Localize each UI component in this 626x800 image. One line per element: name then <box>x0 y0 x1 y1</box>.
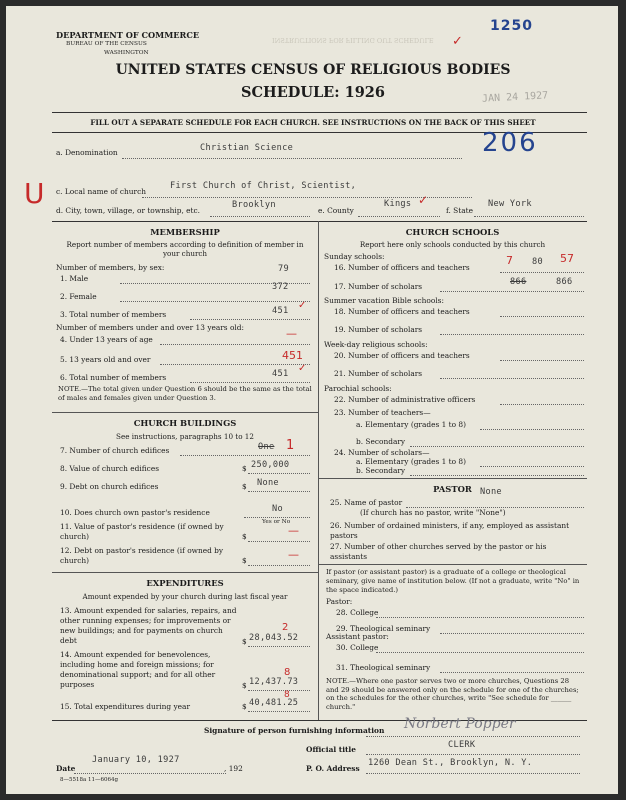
q13-value: 28,043.52 <box>249 633 299 643</box>
q29-line <box>440 633 584 634</box>
q2-female-label: 2. Female <box>60 292 97 301</box>
q8-value-label: 8. Value of church edifices <box>60 464 159 473</box>
q9-line <box>248 491 310 492</box>
official-title-line <box>366 754 580 755</box>
county-label: e. County <box>318 206 354 215</box>
q8-value: 250,000 <box>251 460 290 470</box>
q7-edifices-value: One <box>258 442 275 452</box>
q15-value: 40,481.25 <box>249 698 299 708</box>
q23a-label: a. Elementary (grades 1 to 8) <box>356 420 467 429</box>
form-number: 8—5518a 11—6064g <box>60 777 119 783</box>
q1-male-value: 79 <box>278 264 289 274</box>
q24a-line <box>480 466 584 467</box>
schools-title: CHURCH SCHOOLS <box>405 227 500 237</box>
q8-dollar: $ <box>242 464 247 473</box>
q7-line <box>180 455 310 456</box>
buildings-instruction: See instructions, paragraphs 10 to 12 <box>116 432 254 441</box>
check-mark: ✓ <box>452 34 463 49</box>
county-line <box>358 216 440 217</box>
q3-total-value: 451 <box>272 306 289 316</box>
q17-line <box>440 291 584 292</box>
q16-label: 16. Number of officers and teachers <box>334 263 470 272</box>
pastor-name-value: None <box>480 487 502 497</box>
q12-dollar: $ <box>242 556 247 565</box>
q16-correction-b: 57 <box>560 252 574 265</box>
q21-line <box>440 378 584 379</box>
q13-line <box>248 646 310 647</box>
form-title: UNITED STATES CENSUS OF RELIGIOUS BODIES <box>115 62 511 78</box>
county-value: Kings <box>384 199 412 209</box>
q1-male-label: 1. Male <box>60 274 89 283</box>
q30-label: 30. College <box>336 643 379 652</box>
q5-over13-value: 451 <box>282 349 303 362</box>
q2-line <box>120 301 310 302</box>
q6-line <box>190 382 310 383</box>
membership-bottom-border <box>52 412 318 413</box>
q13-correction: 2 <box>282 622 289 633</box>
section-divider <box>52 221 587 222</box>
q14-dollar: $ <box>242 681 247 690</box>
pastor-note: NOTE.—Where one pastor serves two or more churches, Questions 28 and 29 should be answered only on the schedule for one of the churches; on the schedules for the other churches, write "See schedule for ______ church." <box>326 677 579 711</box>
margin-mark: U <box>24 177 45 210</box>
q31-line <box>440 672 584 673</box>
county-check-mark: ✓ <box>418 193 429 207</box>
q6-total-label: 6. Total number of members <box>60 373 167 382</box>
q11-line <box>248 541 310 542</box>
q21-label: 21. Number of scholars <box>334 369 423 378</box>
q12-residence-debt-label: 12. Debt on pastor's residence (if owned by church) <box>60 546 224 565</box>
q10-line <box>244 517 310 518</box>
denomination-code: 206 <box>482 128 538 158</box>
q10-hint: Yes or No <box>262 519 291 525</box>
state-line <box>474 216 584 217</box>
bleed-through-banner: INSTRUCTIONS FOR FILLING OUT SCHEDULE <box>272 36 434 44</box>
q25-hint: (If church has no pastor, write "None") <box>360 508 506 517</box>
q24b-label: b. Secondary <box>356 466 406 475</box>
q4-line <box>160 344 310 345</box>
q16-value: 80 <box>532 257 543 267</box>
q14-correction: 8 <box>284 667 291 678</box>
column-divider-lower <box>318 572 319 720</box>
q17-label: 17. Number of scholars <box>334 282 423 291</box>
denomination-line <box>122 158 462 159</box>
q20-line <box>500 360 584 361</box>
q24b-line <box>410 475 584 476</box>
denomination-label: a. Denomination <box>56 148 118 157</box>
schools-instruction: Report here only schools conducted by this church <box>359 240 546 249</box>
local-name-label: c. Local name of church <box>56 187 146 196</box>
q11-value: — <box>288 524 299 537</box>
q18-label: 18. Number of officers and teachers <box>334 307 470 316</box>
q4-under13-value: — <box>286 327 297 340</box>
summer-schools-label: Summer vacation Bible schools: <box>324 296 444 305</box>
q25-label: 25. Name of pastor <box>330 498 403 507</box>
official-title-label: Official title <box>306 745 356 754</box>
bureau-name: BUREAU OF THE CENSUS <box>66 41 147 47</box>
stamp-number: 1250 <box>490 18 533 34</box>
q15-total-label: 15. Total expenditures during year <box>60 702 190 711</box>
form-instruction: FILL OUT A SEPARATE SCHEDULE FOR EACH CHURCH. SEE INSTRUCTIONS ON THE BACK OF THIS SHEET <box>90 118 536 127</box>
q19-label: 19. Number of scholars <box>334 325 423 334</box>
divider <box>52 112 587 113</box>
form-subtitle: SCHEDULE: 1926 <box>241 84 385 101</box>
signature-value: Norbert Popper <box>404 716 516 732</box>
pastor-title: PASTOR <box>433 484 472 494</box>
members-by-age-label: Number of members under and over 13 years old: <box>56 323 244 332</box>
college-note: If pastor (or assistant pastor) is a graduate of a college or theological seminary, give name of institution below. (If not a graduate, write "No" in the space indicated.) <box>326 568 580 594</box>
q26-label: 26. Number of ordained ministers, if any, employed as assistant pastors <box>330 521 570 540</box>
sunday-schools-label: Sunday schools: <box>324 252 385 261</box>
q28-label: 28. College <box>336 608 379 617</box>
q23a-line <box>480 429 584 430</box>
q9-debt-label: 9. Debt on church edifices <box>60 482 159 491</box>
q28-line <box>376 617 584 618</box>
q19-line <box>440 334 584 335</box>
q30-line <box>376 652 584 653</box>
q23b-line <box>410 446 584 447</box>
membership-note: NOTE.—The total given under Question 6 should be the same as the total of males and females given under Question 3. <box>58 385 312 402</box>
q27-label: 27. Number of other churches served by the pastor or his assistants <box>330 542 547 561</box>
q17-value-struck: 866 <box>510 277 527 287</box>
q18-line <box>500 316 584 317</box>
q23b-label: b. Secondary <box>356 437 406 446</box>
address-label: P. O. Address <box>306 764 360 773</box>
weekday-schools-label: Week-day religious schools: <box>324 340 428 349</box>
q12-line <box>248 565 310 566</box>
q15-line <box>248 711 310 712</box>
state-label: f. State <box>446 206 473 215</box>
q14-benevolences-label: 14. Amount expended for benevolences, including home and foreign missions; for denominational support; and for all other purposes <box>60 650 216 689</box>
q12-value: — <box>288 548 299 561</box>
q15-dollar: $ <box>242 702 247 711</box>
q10-residence-label: 10. Does church own pastor's residence <box>60 508 210 517</box>
address-line <box>366 773 580 774</box>
q16-correction-a: 7 <box>506 254 513 267</box>
signature-line <box>366 736 580 737</box>
q2-female-value: 372 <box>272 282 289 292</box>
address-value: 1260 Dean St., Brooklyn, N. Y. <box>368 758 533 768</box>
q20-label: 20. Number of officers and teachers <box>334 351 470 360</box>
q7-correction: 1 <box>286 438 295 453</box>
q22-label: 22. Number of administrative officers <box>334 395 476 404</box>
q16-line <box>500 272 584 273</box>
pastor-subdivider <box>318 564 587 565</box>
q15-correction: 8 <box>284 690 290 700</box>
q11-dollar: $ <box>242 532 247 541</box>
q9-dollar: $ <box>242 482 247 491</box>
date-line <box>74 773 226 774</box>
buildings-title: CHURCH BUILDINGS <box>133 418 237 428</box>
members-by-sex-label: Number of members, by sex: <box>56 263 165 272</box>
q3-line <box>190 319 310 320</box>
q24-label: 24. Number of scholars— <box>334 448 430 457</box>
parochial-schools-label: Parochial schools: <box>324 384 392 393</box>
column-divider <box>318 221 319 572</box>
q14-line <box>248 690 310 691</box>
q31-label: 31. Theological seminary <box>336 663 431 672</box>
q6-check: ✓ <box>298 363 307 374</box>
q22-line <box>500 404 584 405</box>
city-label: d. City, town, village, or township, etc. <box>56 206 201 215</box>
q7-edifices-label: 7. Number of church edifices <box>60 446 170 455</box>
expenditures-title: EXPENDITURES <box>146 578 224 588</box>
q8-line <box>248 473 310 474</box>
city-line <box>210 216 310 217</box>
date-year-suffix: , 192 <box>224 764 243 773</box>
bureau-city: WASHINGTON <box>104 50 149 56</box>
q6-total-value: 451 <box>272 369 289 379</box>
official-title-value: CLERK <box>448 740 476 750</box>
assistant-pastor-subheading: Assistant pastor: <box>326 632 389 641</box>
state-value: New York <box>488 199 532 209</box>
q9-debt-value: None <box>257 478 279 488</box>
membership-instruction: Report number of members according to definition of member in your church <box>66 240 304 258</box>
city-value: Brooklyn <box>232 200 276 210</box>
denomination-value: Christian Science <box>200 143 294 153</box>
q5-over13-label: 5. 13 years old and over <box>60 355 151 364</box>
q13-dollar: $ <box>242 637 247 646</box>
q24a-label: a. Elementary (grades 1 to 8) <box>356 457 467 466</box>
buildings-bottom-border <box>52 572 318 573</box>
signature-label: Signature of person furnishing information <box>204 726 385 735</box>
membership-title: MEMBERSHIP <box>150 227 220 237</box>
q29-label: 29. Theological seminary <box>336 624 431 633</box>
q11-residence-value-label: 11. Value of pastor's residence (if owned by church) <box>60 522 224 541</box>
date-label: Date <box>56 764 76 773</box>
q3-check: ✓ <box>298 300 307 311</box>
q4-under13-label: 4. Under 13 years of age <box>60 335 153 344</box>
department-name: DEPARTMENT OF COMMERCE <box>56 30 200 40</box>
pastor-subheading: Pastor: <box>326 597 353 606</box>
q17-value: 866 <box>556 277 573 287</box>
q14-value: 12,437.73 <box>249 677 299 687</box>
expenditures-instruction: Amount expended by your church during last fiscal year <box>82 592 288 601</box>
received-date-stamp: JAN 24 1927 <box>481 90 549 105</box>
q5-line <box>160 364 310 365</box>
local-name-value: First Church of Christ, Scientist, <box>170 181 357 191</box>
date-value: January 10, 1927 <box>92 755 180 765</box>
q13-running-expenses-label: 13. Amount expended for salaries, repairs, and other running expenses; for improvements or new buildings; and for payments on church debt <box>60 606 237 645</box>
schools-bottom-border <box>318 478 587 479</box>
q23-label: 23. Number of teachers— <box>334 408 431 417</box>
q3-total-label: 3. Total number of members <box>60 310 167 319</box>
q10-residence-value: No <box>272 504 283 514</box>
